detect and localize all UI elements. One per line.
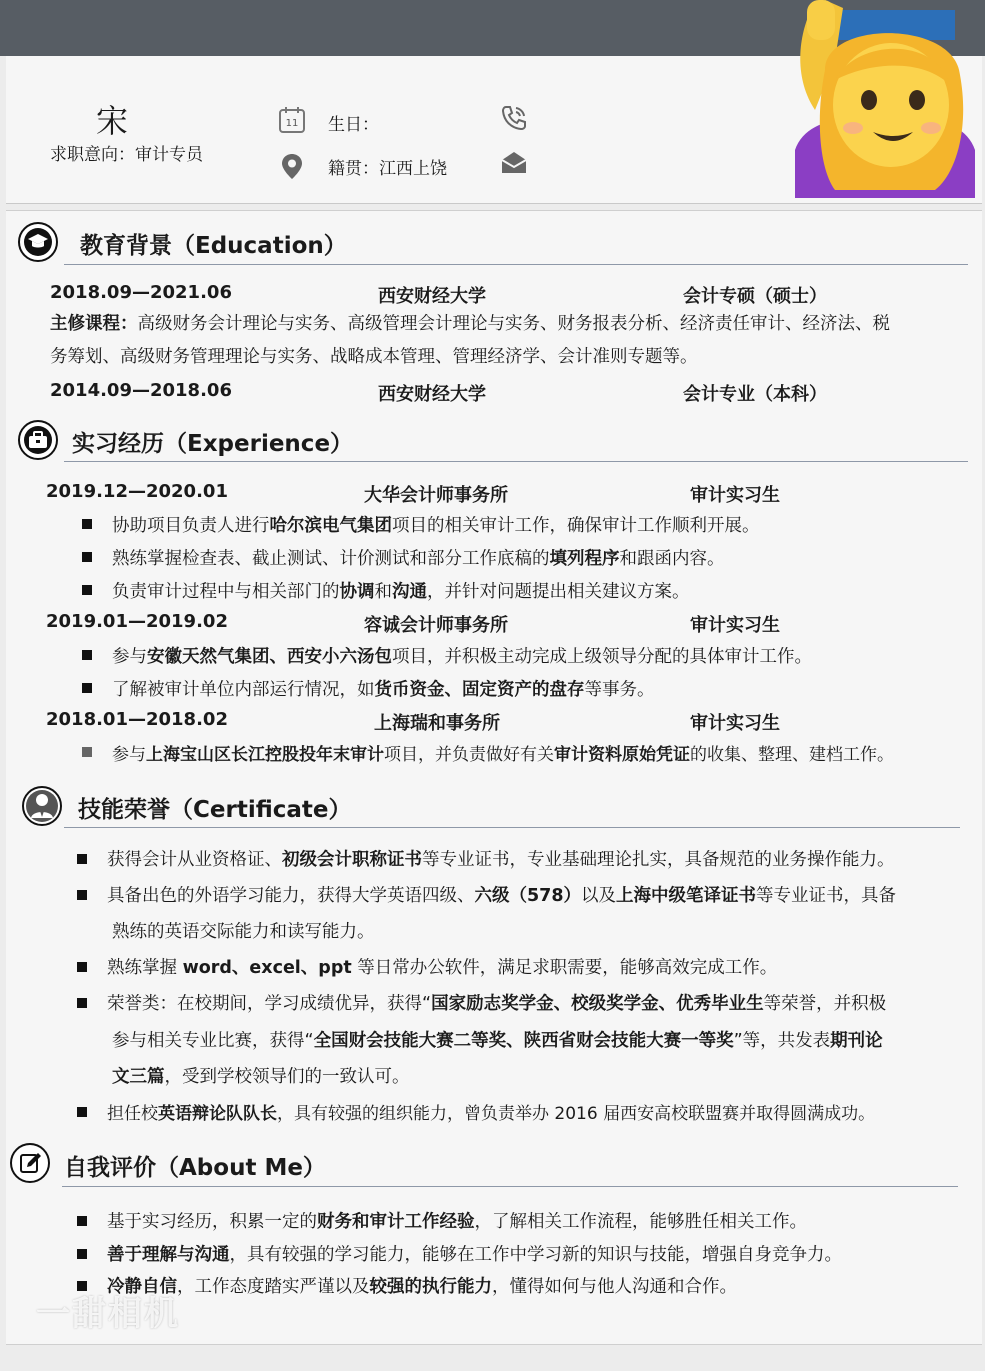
hometown-label: 籍贯：江西上饶	[328, 159, 447, 179]
experience-divider	[64, 461, 968, 462]
edu-courses	[50, 308, 970, 374]
job1-bullet-3: 负责审计过程中与相关部门的协调和沟通，并针对问题提出相关建议方案。	[112, 582, 690, 602]
about-divider	[62, 1186, 958, 1187]
job-org-1: 大华会计师事务所	[364, 485, 508, 506]
briefcase-icon	[18, 420, 58, 460]
skill-3: 熟练掌握 word、excel、ppt 等日常办公软件，满足求职需要，能够高效完成工作。	[107, 958, 778, 978]
job-role-3: 审计实习生	[690, 713, 780, 734]
person-award-icon	[22, 786, 62, 826]
job3-bullet-1: 参与上海宝山区长江控股投年末审计项目，并负责做好有关审计资料原始凭证的收集、整理、建档工作。	[112, 745, 894, 765]
skill-4: 荣誉类：在校期间，学习成绩优异，获得“国家励志奖学金、校级奖学金、优秀毕业生等荣誉，并积极	[107, 994, 887, 1014]
edu-school-1: 西安财经大学	[378, 286, 486, 307]
bullet-square	[82, 552, 92, 562]
bullet-square	[82, 585, 92, 595]
edit-pencil-icon	[10, 1143, 50, 1183]
edu-date-2: 2014.09—2018.06	[50, 380, 232, 401]
skill-4-cont-2: 文三篇，受到学校领导们的一致认可。	[112, 1067, 410, 1087]
job2-bullet-2: 了解被审计单位内部运行情况，如货币资金、固定资产的盘存等事务。	[112, 680, 655, 700]
edu-degree-2: 会计专业（本科）	[683, 384, 827, 405]
calendar-icon	[278, 106, 306, 134]
about-1: 基于实习经历，积累一定的财务和审计工作经验，了解相关工作流程，能够胜任相关工作。	[107, 1212, 807, 1232]
watermark: 一甜相机	[36, 1294, 180, 1334]
experience-title: 实习经历（Experience）	[72, 431, 354, 457]
job2-bullet-1: 参与安徽天然气集团、西安小六汤包项目，并积极主动完成上级领导分配的具体审计工作。	[112, 647, 812, 667]
job-org-2: 容诚会计师事务所	[364, 615, 508, 636]
bullet-square	[82, 747, 92, 757]
job-org-3: 上海瑞和事务所	[374, 713, 500, 734]
svg-text:11: 11	[285, 118, 299, 129]
courses-line-1: 高级财务会计理论与实务、高级管理会计理论与实务、财务报表分析、经济责任审计、经济法、税	[137, 314, 890, 334]
job1-bullet-1: 协助项目负责人进行哈尔滨电气集团项目的相关审计工作，确保审计工作顺利开展。	[112, 516, 760, 536]
mail-icon	[500, 148, 528, 176]
bullet-square	[77, 1107, 87, 1117]
bullet-square	[77, 1216, 87, 1226]
skill-2-cont: 熟练的英语交际能力和读写能力。	[112, 922, 375, 942]
job-date-3: 2018.01—2018.02	[46, 709, 228, 730]
avatar-raising-hand-woman	[785, 0, 985, 198]
about-title: 自我评价（About Me）	[64, 1155, 326, 1181]
candidate-name: 宋	[96, 102, 129, 140]
bullet-square	[77, 854, 87, 864]
job-role-2: 审计实习生	[690, 615, 780, 636]
location-pin-icon	[278, 152, 306, 180]
job-role-1: 审计实习生	[690, 485, 780, 506]
birthday-label: 生日：	[328, 115, 379, 135]
bullet-square	[82, 519, 92, 529]
courses-line-2: 务筹划、高级财务管理理论与实务、战略成本管理、管理经济学、会计准则专题等。	[50, 347, 698, 367]
about-3: 冷静自信，工作态度踏实严谨以及较强的执行能力，懂得如何与他人沟通和合作。	[107, 1277, 737, 1297]
bullet-square	[77, 1249, 87, 1259]
bullet-square	[77, 998, 87, 1008]
about-2: 善于理解与沟通，具有较强的学习能力，能够在工作中学习新的知识与技能，增强自身竞争力。	[107, 1245, 842, 1265]
job-date-2: 2019.01—2019.02	[46, 611, 228, 632]
phone-icon	[500, 104, 528, 132]
education-divider	[64, 264, 968, 265]
job1-bullet-2: 熟练掌握检查表、截止测试、计价测试和部分工作底稿的填列程序和跟函内容。	[112, 549, 725, 569]
skill-4-cont-1: 参与相关专业比赛，获得“全国财会技能大赛二等奖、陕西省财会技能大赛一等奖”等，共发表期刊论	[112, 1031, 883, 1051]
bullet-square	[77, 962, 87, 972]
bullet-square	[82, 650, 92, 660]
bullet-square	[77, 890, 87, 900]
edu-school-2: 西安财经大学	[378, 384, 486, 405]
education-title: 教育背景（Education）	[80, 233, 347, 259]
skill-5: 担任校英语辩论队队长，具有较强的组织能力，曾负责举办 2016 届西安高校联盟赛并取得圆满成功。	[107, 1104, 876, 1124]
edu-date-1: 2018.09—2021.06	[50, 282, 232, 303]
graduation-cap-icon	[18, 222, 58, 262]
bullet-square	[82, 683, 92, 693]
skills-divider	[64, 827, 960, 828]
edu-degree-1: 会计专硕（硕士）	[683, 286, 827, 307]
job-date-1: 2019.12—2020.01	[46, 481, 228, 502]
courses-label: 主修课程：	[50, 314, 138, 334]
skill-2: 具备出色的外语学习能力，获得大学英语四级、六级（578）以及上海中级笔译证书等专业证书，具备	[107, 886, 897, 906]
job-intent: 求职意向：审计专员	[50, 145, 203, 165]
skills-title: 技能荣誉（Certificate）	[78, 797, 352, 823]
skill-1: 获得会计从业资格证、初级会计职称证书等专业证书，专业基础理论扎实，具备规范的业务操作能力。	[107, 850, 895, 870]
